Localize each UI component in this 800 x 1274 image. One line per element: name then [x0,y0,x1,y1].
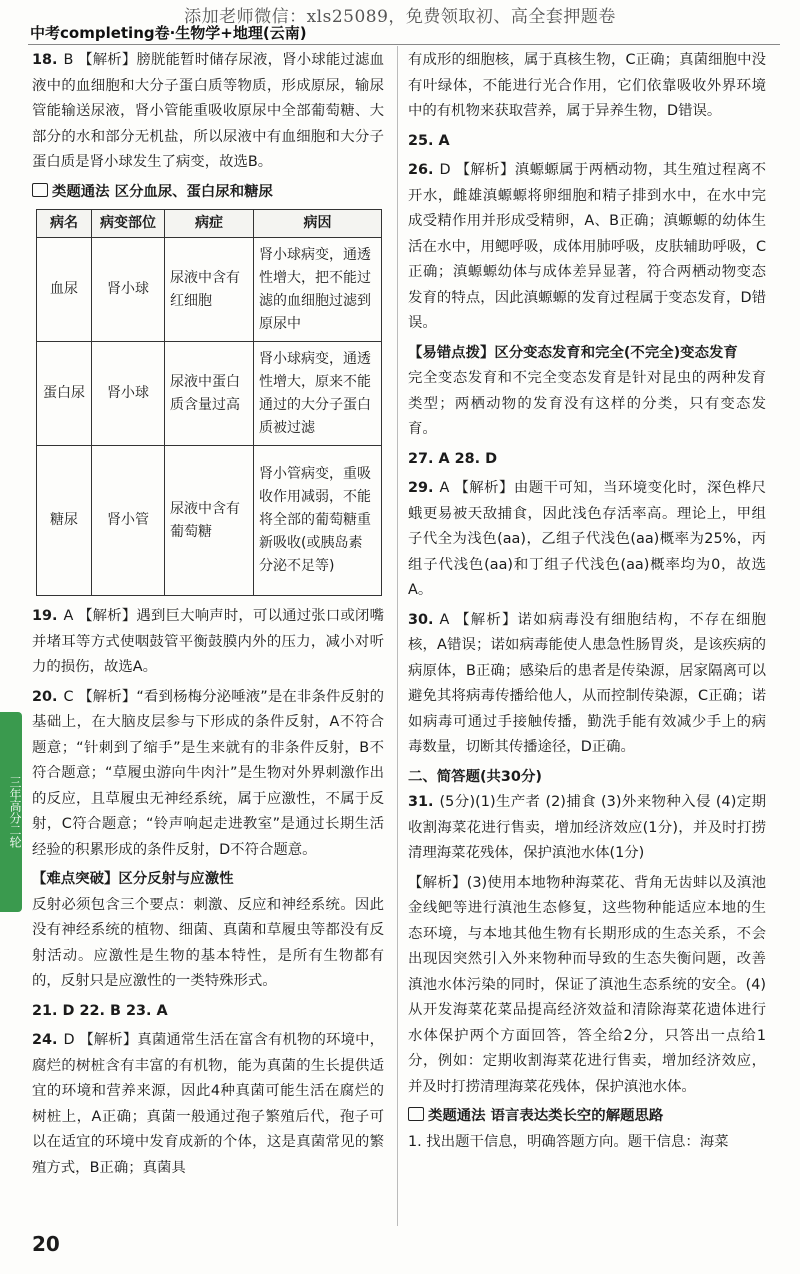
tip-icon [408,1107,424,1121]
urine-disease-table [36,209,382,596]
table-cell: 肾小管病变，重吸收作用减弱，不能将全部的葡萄糖重新吸收(或胰岛素分泌不足等) [254,446,382,596]
answer-25: 25. A [408,132,450,149]
watermark: 添加老师微信：xls25089，免费领取初、高全套押题卷 [184,7,616,27]
question-number: 29. [408,480,434,496]
table-cell: 肾小球病变，通透性增大，把不能过滤的血细胞过滤到原尿中 [254,238,382,342]
question-20 [32,685,384,864]
question-19 [32,604,384,681]
table-row [37,342,382,446]
question-number: 19. [32,608,58,624]
table-cell: 肾小球 [92,238,165,342]
box-text-difficulty: 反射必须包含三个要点：刺激、反应和神经系统。因此没有神经系统的植物、细菌、真菌和草履虫等都没有反射活动。应激性是生物的基本特性，是所有生物都有的，反射只是应激性的一类特殊形式。 [32,896,384,989]
table-cell: 血尿 [37,238,92,342]
question-number: 26. [408,162,434,178]
question-30 [408,608,766,761]
table-row [37,238,382,342]
box-text-common-error: 完全变态发育和不完全变态发育是针对昆虫的两种发育类型；两栖动物的发育没有这样的分类，只有变态发育。 [408,370,766,437]
question-29 [408,476,766,604]
question-18 [32,48,384,176]
table-cell: 尿液中含有葡萄糖 [165,446,254,596]
question-number: 24. [32,1032,58,1048]
question-text: A 【解析】由题干可知，当环境变化时，深色桦尺蛾更易被天敌捕食，因此浅色存活率高。理论上，甲组子代全为浅色(aa)，乙组子代浅色(aa)概率为25%，丙组子代浅色(aa)和丁组子代浅色(aa)概率均为0，故选A。 [408,480,766,598]
header-rule [28,44,780,45]
answers-27-28: 27. A 28. D [408,450,498,467]
question-31 [408,790,766,867]
question-number: 20. [32,688,58,705]
box-title-expression: 类题通法 语言表达类长空的解题思路 [408,1104,766,1130]
column-divider [397,46,398,1226]
box-title-difficulty: 【难点突破】区分反射与应激性 [32,871,234,887]
question-text: A 【解析】诺如病毒没有细胞结构，不存在细胞核，A错误；诺如病毒能使人患急性肠胃炎，是该疾病的病原体，B正确；感染后的患者是传染源，居家隔离可以避免其将病毒传播给他人，从而控制传染源，C正确；诺如病毒可通过手接触传播，勤洗手能有效减少手上的病毒数量，切断其传播途径，D正确。 [408,611,766,755]
question-24-continued: 有成形的细胞核，属于真核生物，C正确；真菌细胞中没有叶绿体，不能进行光合作用，它们依靠吸收外界环境中的有机物来获取营养，属于异养生物，D错误。 [408,52,766,119]
table-header: 病症 [165,210,254,238]
section-heading: 二、简答题(共30分) [408,768,542,785]
question-text: C 【解析】“看到杨梅分泌唾液”是在非条件反射的基础上，在大脑皮层参与下形成的条件反射，A不符合题意；“针刺到了缩手”是生来就有的非条件反射，B不符合题意；“草履虫游向牛肉汁”是生物对外界刺激作出的反应，且草履虫无神经系统，属于应激性，不属于反射，C符合题意；“铃声响起走进教室”是通过长期生活经验的积累形成的条件反射，D不符合题意。 [32,688,384,858]
table-row [37,446,382,596]
table-cell: 肾小球病变，通透性增大，原来不能通过的大分子蛋白质被过滤 [254,342,382,446]
table-header: 病因 [254,210,382,238]
question-text: D 【解析】滇螈螈属于两栖动物，其生殖过程离不开水，雌雄滇螈螈将卵细胞和精子排到水中，在水中完成受精作用并形成受精卵，A、B正确；滇螈螈的幼体生活在水中，用鳃呼吸，成体用肺呼吸，皮肤辅助呼吸，C正确；滇螈螈幼体与成体差异显著，符合两栖动物变态发育的特点，因此滇螈螈的发育过程属于变态发育，D错误。 [408,162,766,331]
question-text: D 【解析】真菌通常生活在富含有机物的环境中，腐烂的树桩含有丰富的有机物，能为真菌的生长提供适宜的环境和营养来源，因此4种真菌可能生活在腐烂的树桩上，A正确；真菌一般通过孢子繁殖后代，孢子可以在适宜的环境中发育成新的个体，这是真菌常见的繁殖方式，B正确；真菌具 [32,1032,384,1176]
table-cell: 尿液中含有红细胞 [165,238,254,342]
box-item-1: 1. 找出题干信息，明确答题方向。题干信息：海菜 [408,1133,729,1150]
running-head: 中考completing卷·生物学+地理(云南) [30,24,307,42]
box-title-category-method: 类题通法 区分血尿、蛋白尿和糖尿 [32,180,384,206]
table-header-row [37,210,382,238]
table-cell: 蛋白尿 [37,342,92,446]
question-26 [408,158,766,337]
left-column [32,48,384,1185]
question-number: 30. [408,611,434,628]
question-text: (5分)(1)生产者 (2)捕食 (3)外来物种入侵 (4)定期收割海菜花进行售卖，增加经济效应(1分)，并及时打捞清理海菜花残体，保护滇池水体(1分) [408,794,766,861]
table-header: 病名 [37,210,92,238]
table-cell: 肾小球 [92,342,165,446]
side-tab: 三年高分二轮 [0,712,22,912]
answers-21-23: 21. D 22. B 23. A [32,1002,168,1019]
question-number: 18. [32,52,58,68]
page-number: 20 [32,1232,60,1256]
right-column [408,48,766,1159]
question-31-analysis: 【解析】(3)使用本地物种海菜花、背角无齿蚌以及滇池金线鲃等进行滇池生态修复，这些物种能适应本地的生态环境，与本地其他生物有长期形成的生态关系，不会出现因突然引入外来物种而导致的生态失衡问题，改善滇池水体污染的同时，保证了滇池生态系统的安全。(4)从开发海菜花菜品提高经济效益和清除海菜花遗体进行水体保护两个方面回答，答全给2分，只答出一点给1分，例如：定期收割海菜花进行售卖，增加经济效应，并及时打捞清理海菜花残体，保护滇池水体。 [408,874,766,1095]
table-cell: 肾小管 [92,446,165,596]
tip-icon [32,183,48,197]
question-24 [32,1028,384,1181]
table-cell: 尿液中蛋白质含量过高 [165,342,254,446]
table-header: 病变部位 [92,210,165,238]
question-text: A 【解析】遇到巨大响声时，可以通过张口或闭嘴并堵耳等方式使咽鼓管平衡鼓膜内外的压力，减小对听力的损伤，故选A。 [32,608,384,675]
question-number: 31. [408,794,434,810]
table-cell: 糖尿 [37,446,92,596]
box-title-common-error: 【易错点拨】区分变态发育和完全(不完全)变态发育 [408,344,738,361]
question-text: B 【解析】膀胱能暂时储存尿液，肾小球能过滤血液中的血细胞和大分子蛋白质等物质，形成原尿，输尿管能输送尿液，肾小管能重吸收原尿中全部葡萄糖、大部分的水和部分无机盐，所以尿液中有血细胞和大分子蛋白质是肾小球发生了病变，故选B。 [32,52,384,170]
